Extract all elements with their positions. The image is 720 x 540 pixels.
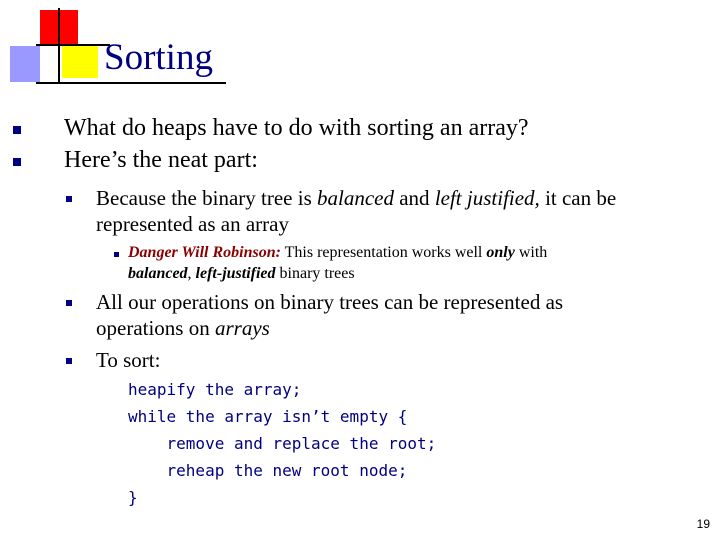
page-number: 19 bbox=[696, 517, 710, 531]
danger-note: Danger Will Robinson: This representation works well only with bbox=[128, 244, 548, 261]
code-line: } bbox=[128, 488, 138, 507]
bullet-marker bbox=[66, 300, 72, 306]
bullet-marker bbox=[114, 252, 119, 257]
logo-vertical-line bbox=[58, 8, 60, 84]
danger-note-line2: balanced, left-justified binary trees bbox=[128, 265, 355, 282]
code-line: while the array isn’t empty { bbox=[128, 407, 408, 426]
sort-code-block bbox=[128, 376, 436, 511]
bullet-heaps-question: What do heaps have to do with sorting an array? bbox=[64, 115, 529, 141]
code-line: reheap the new root node; bbox=[128, 461, 408, 480]
bullet-marker bbox=[13, 126, 21, 134]
code-line: remove and replace the root; bbox=[128, 434, 437, 453]
logo-purple-square bbox=[10, 46, 40, 82]
bullet-marker bbox=[66, 196, 72, 202]
sub-bullet-operations-line2: operations on arrays bbox=[96, 316, 270, 340]
code-line: heapify the array; bbox=[128, 380, 302, 399]
sub-bullet-to-sort: To sort: bbox=[96, 348, 161, 372]
sub-bullet-binary-tree: Because the binary tree is balanced and left justified, it can be bbox=[96, 186, 617, 210]
logo-horizontal-line bbox=[36, 44, 110, 46]
bullet-marker bbox=[66, 358, 72, 364]
bullet-marker bbox=[13, 158, 21, 166]
sub-bullet-binary-tree-line2: represented as an array bbox=[96, 212, 289, 236]
logo-yellow-square bbox=[62, 46, 98, 78]
bullet-neat-part: Here’s the neat part: bbox=[64, 147, 258, 173]
sub-bullet-operations: All our operations on binary trees can be represented as bbox=[96, 290, 564, 314]
slide-title: Sorting bbox=[104, 37, 213, 78]
slide-logo bbox=[0, 0, 110, 90]
title-underline bbox=[36, 82, 226, 84]
